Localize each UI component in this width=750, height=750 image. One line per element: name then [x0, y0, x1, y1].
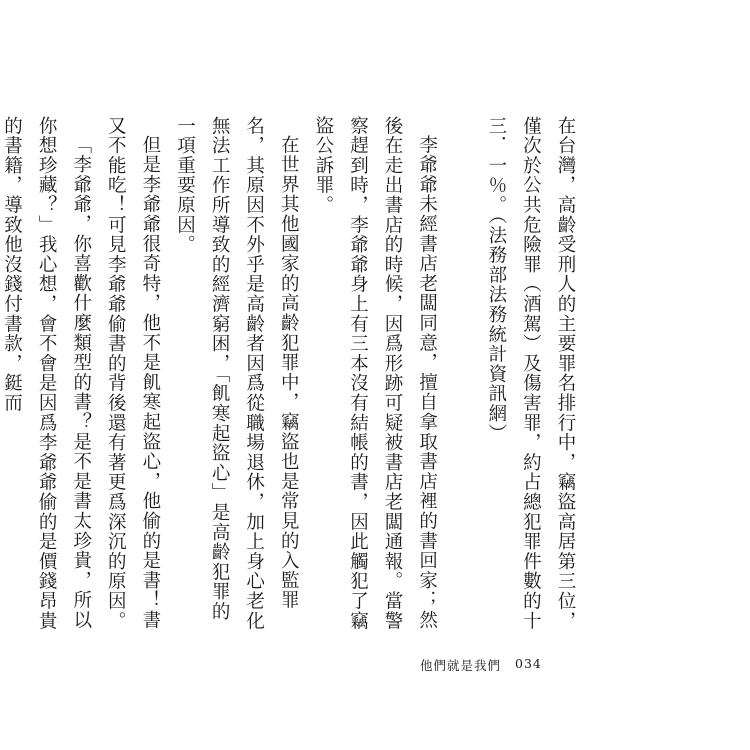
- running-title: 他們就是我們: [420, 658, 502, 673]
- page-number: 034: [515, 656, 542, 671]
- paragraph-peculiar: 但是李爺爺很奇特，他不是飢寒起盜心，他偷的是書！書又不能吃！可見李爺爺偷書的背後還有著更爲深沉的原因。: [105, 116, 161, 631]
- paragraph-incident: 李爺爺未經書店老闆同意，擅自拿取書店裡的書回家；然後在走出書店的時候，因爲形跡可疑被書店老闆通報。當警察趕到時，李爺爺身上有三本沒有結帳的書，因此觸犯了竊盜公訴罪。: [312, 116, 438, 631]
- paragraph-question: 「李爺爺，你喜歡什麼類型的書？是不是書太珍貴，所以你想珍藏？」我心想，會不會是因爲李爺爺偷的是價錢昂貴的書籍，導致他沒錢付書款，鋌而: [1, 116, 92, 631]
- paragraph-gap: [444, 116, 479, 636]
- page-footer: [420, 656, 620, 676]
- paragraph-world-crime: 在世界其他國家的高齡犯罪中，竊盜也是常見的入監罪名，其原因不外乎是高齡者因爲從職場退休，加上身心老化無法工作所導致的經濟窮困，「飢寒起盜心」是高齡犯罪的一項重要原因。: [174, 116, 300, 631]
- paragraph-statistics: 在台灣，高齡受刑人的主要罪名排行中，竊盜高居第三位，僅次於公共危險罪（酒駕）及傷害罪，約占總犯罪件數的十三．一％。（法務部法務統計資訊網）: [485, 116, 576, 631]
- body-text: [0, 116, 582, 636]
